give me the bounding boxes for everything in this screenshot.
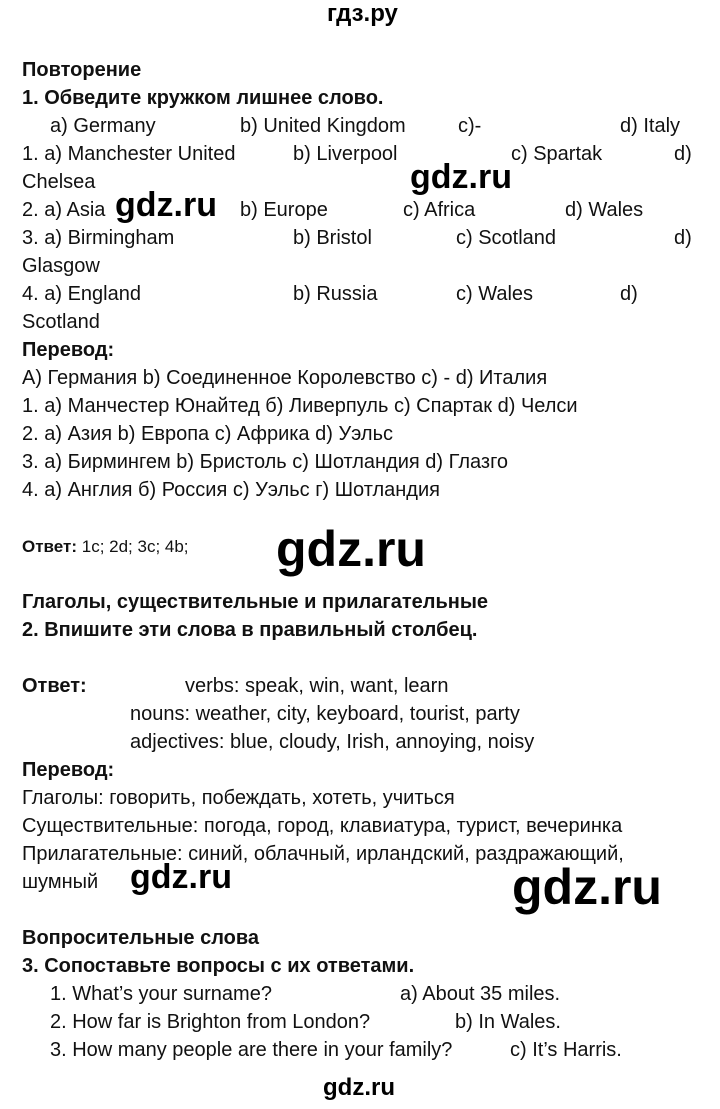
option-text: Chelsea: [22, 171, 96, 193]
option-text: a) Germany: [50, 115, 156, 137]
translation-line: А) Германия b) Соединенное Королевство c) - d) Италия: [22, 367, 548, 389]
option-text: b) Russia: [293, 283, 378, 305]
translation-label: Перевод:: [22, 339, 115, 361]
task-heading: 1. Обведите кружком лишнее слово.: [22, 87, 384, 109]
answer-line: verbs: speak, win, want, learn: [185, 675, 449, 697]
option-text: b) Bristol: [293, 227, 372, 249]
section-title: Глаголы, существительные и прилагательные: [22, 591, 489, 613]
translation-line: шумный: [22, 871, 99, 893]
answer-item: c) It’s Harris.: [510, 1039, 622, 1061]
option-text: 2. a) Asia: [22, 199, 106, 221]
translation-line: Глаголы: говорить, побеждать, хотеть, учиться: [22, 787, 455, 809]
watermark: gdz.ru: [323, 1074, 395, 1101]
translation-line: Существительные: погода, город, клавиатура, турист, вечеринка: [22, 815, 623, 837]
watermark: gdz.ru: [276, 521, 426, 577]
watermark: gdz.ru: [410, 158, 512, 196]
option-text: d): [674, 227, 692, 249]
question-item: 1. What’s your surname?: [50, 983, 272, 1005]
header-watermark: гдз.ру: [327, 0, 398, 27]
translation-line: 4. a) Англия б) Россия c) Уэльс г) Шотландия: [22, 479, 440, 501]
option-text: b) Europe: [240, 199, 328, 221]
option-text: c) Africa: [403, 199, 476, 221]
answer-label: Ответ:: [22, 537, 77, 556]
section-title: Вопросительные слова: [22, 927, 260, 949]
watermark: gdz.ru: [115, 186, 217, 224]
option-text: 3. a) Birmingham: [22, 227, 175, 249]
translation-label: Перевод:: [22, 759, 115, 781]
question-item: 3. How many people are there in your family?: [50, 1039, 453, 1061]
translation-line: 1. a) Манчестер Юнайтед б) Ливерпуль c) Спартак d) Челси: [22, 395, 578, 417]
question-item: 2. How far is Brighton from London?: [50, 1011, 371, 1033]
section-title: Повторение: [22, 59, 142, 81]
option-text: c)-: [458, 115, 482, 137]
option-text: Glasgow: [22, 255, 100, 277]
translation-line: Прилагательные: синий, облачный, ирландский, раздражающий,: [22, 843, 624, 865]
answer-item: a) About 35 miles.: [400, 983, 561, 1005]
option-text: b) Liverpool: [293, 143, 398, 165]
answer-line: adjectives: blue, cloudy, Irish, annoying, noisy: [130, 731, 535, 753]
watermark: gdz.ru: [512, 859, 662, 915]
answer-line: [22, 535, 189, 559]
task-heading: 3. Сопоставьте вопросы с их ответами.: [22, 955, 415, 977]
answer-line: nouns: weather, city, keyboard, tourist, party: [130, 703, 520, 725]
option-text: d) Italy: [620, 115, 681, 137]
option-text: b) United Kingdom: [240, 115, 406, 137]
option-text: 1. a) Manchester United: [22, 143, 236, 165]
option-text: c) Spartak: [511, 143, 603, 165]
option-text: c) Wales: [456, 283, 534, 305]
translation-line: 2. a) Азия b) Европа c) Африка d) Уэльс: [22, 423, 394, 445]
option-text: d) Wales: [565, 199, 644, 221]
watermark: gdz.ru: [130, 858, 232, 896]
answer-item: b) In Wales.: [455, 1011, 561, 1033]
translation-line: 3. a) Бирмингем b) Бристоль c) Шотландия d) Глазго: [22, 451, 509, 473]
option-text: 4. a) England: [22, 283, 141, 305]
option-text: d): [674, 143, 692, 165]
answer-label: Ответ:: [22, 675, 87, 697]
option-text: c) Scotland: [456, 227, 557, 249]
option-text: d): [620, 283, 638, 305]
task-heading: 2. Впишите эти слова в правильный столбец.: [22, 619, 478, 641]
answer-value: 1c; 2d; 3c; 4b;: [81, 537, 189, 556]
option-text: Scotland: [22, 311, 100, 333]
